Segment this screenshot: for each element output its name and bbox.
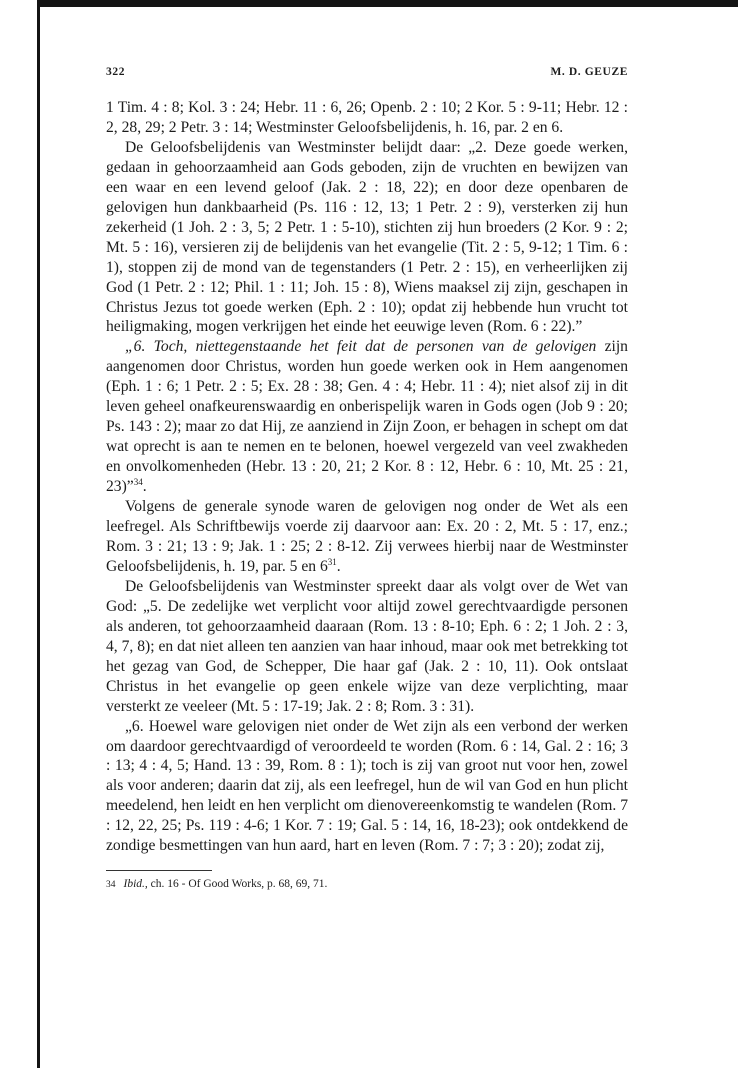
paragraph-6: „6. Hoewel ware gelovigen niet onder de Wet zijn als een verbond der werken om daardoor gerechtvaardigd of veroordeeld te worden (Rom. 6 : 14, Gal. 2 : 16; 3 : 13; 4 : 4, 5; Hand. 13 : 39, Rom. 8 : 1); toch is zij van groot nut voor hen, zowel als voor anderen; daarin dat zij, als een leefregel, hun de wil van God en hun plicht meedelend, hen leidt en hen verplicht om dienovereenkomstig te wandelen (Rom. 7 : 12, 22, 25; Ps. 119 : 4-6; 1 Kor. 7 : 19; Gal. 5 : 14, 16, 18-23); ook ontdekkend de zondige besmettingen van hun aard, hart en leven (Rom. 7 : 7; 3 : 20); zodat zij, <box>106 717 628 855</box>
left-border-rule <box>37 0 40 1068</box>
footnote-number: 34 <box>106 880 116 891</box>
top-border-rule <box>37 0 738 7</box>
running-header <box>106 66 628 90</box>
footnote-ref-31: 31 <box>327 556 337 567</box>
page <box>106 66 628 893</box>
paragraph-5: De Geloofsbelijdenis van Westminster spreekt daar als volgt over de Wet van God: „5. De zedelijke wet verplicht voor altijd zowel gerechtvaardigde personen als anderen, tot gehoorzaamheid daaraan (Rom. 13 : 8-10; Eph. 6 : 2; 1 Joh. 2 : 3, 4, 7, 8); en dat niet alleen ten aanzien van haar inhoud, maar ook met betrekking tot het gezag van God, de Schepper, Die haar gaf (Jak. 2 : 10, 11). Ook ontslaat Christus in het evangelie op geen enkele wijze van deze verplichting, maar versterkt ze veeleer (Mt. 5 : 17-19; Jak. 2 : 8; Rom. 3 : 31). <box>106 577 628 715</box>
paragraph-2: De Geloofsbelijdenis van Westminster belijdt daar: „2. Deze goede werken, gedaan in gehoorzaamheid aan Gods geboden, zijn de vruchten en bewijzen van een waar en een levend geloof (Jak. 2 : 18, 22); en door deze openbaren de gelovigen hun dankbaarheid (Ps. 116 : 12, 13; 1 Petr. 2 : 9), versterken zij hun zekerheid (1 Joh. 2 : 3, 5; 2 Petr. 1 : 5-10), stichten zij hun broeders (2 Kor. 9 : 2; Mt. 5 : 16), versieren zij de belijdenis van het evangelie (Tit. 2 : 5, 9-12; 1 Tim. 6 : 1), stoppen zij de mond van de tegenstanders (1 Petr. 2 : 15), en verheerlijken zij God (1 Petr. 2 : 12; Phil. 1 : 11; Joh. 15 : 8), Wiens maaksel zij zijn, geschapen in Christus Jezus tot goede werken (Eph. 2 : 10); opdat zij hebbende hun vrucht tot heiligmaking, mogen verkrijgen het einde het eeuwige leven (Rom. 6 : 22).” <box>106 138 628 336</box>
paragraph-4-body: Volgens de generale synode waren de gelovigen nog onder de Wet als een leefregel. Als Schriftbewijs voerde zij daarvoor aan: Ex. 20 : 2, Mt. 5 : 17, enz.; Rom. 3 : 21; 13 : 9; Jak. 1 : 25; 2 : 8-12. Zij verwees hierbij naar de Westminster Geloofsbelijdenis, h. 19, par. 5 en 6 <box>106 498 628 575</box>
paragraph-1: 1 Tim. 4 : 8; Kol. 3 : 24; Hebr. 11 : 6, 26; Openb. 2 : 10; 2 Kor. 5 : 9-11; Hebr. 12 : 2, 28, 29; 2 Petr. 3 : 14; Westminster Geloofsbelijdenis, h. 16, par. 2 en 6. <box>106 99 628 136</box>
footnote-ref-34: 34 <box>133 477 143 488</box>
running-head-author: M. D. GEUZE <box>550 66 628 78</box>
footnotes <box>106 870 628 893</box>
paragraph-3 <box>106 337 628 497</box>
paragraph-3-italic-lead: „6. Toch, niettegenstaande het feit dat de personen van de gelovigen <box>125 338 597 356</box>
paragraph-4 <box>106 497 628 577</box>
footnote-34 <box>106 877 628 893</box>
footnote-separator <box>106 870 212 871</box>
footnote-text: ch. 16 - Of Good Works, p. 68, 69, 71. <box>147 878 328 891</box>
paragraph-3-end: . <box>142 478 147 496</box>
page-number: 322 <box>106 66 126 78</box>
paragraph-4-end: . <box>336 557 341 575</box>
body-text <box>106 98 628 856</box>
footnote-ibid: Ibid., <box>123 878 148 891</box>
paragraph-3-body: zijn aangenomen door Christus, worden hun goede werken ook in Hem aangenomen (Eph. 1 : 6; 1 Petr. 2 : 5; Ex. 28 : 38; Gen. 4 : 4; Hebr. 11 : 4); niet alsof zij in dit leven geheel onafkeurenswaardig en onberispelijk waren in Gods ogen (Job 9 : 20; Ps. 143 : 2); maar zo dat Hij, ze aanziend in Zijn Zoon, er behagen in schept om dat wat oprecht is aan te nemen en te belonen, hoewel vergezeld van veel zwakheden en onvolkomenheden (Hebr. 13 : 20, 21; 2 Kor. 8 : 12, Hebr. 6 : 10, Mt. 25 : 21, 23)” <box>106 338 628 496</box>
